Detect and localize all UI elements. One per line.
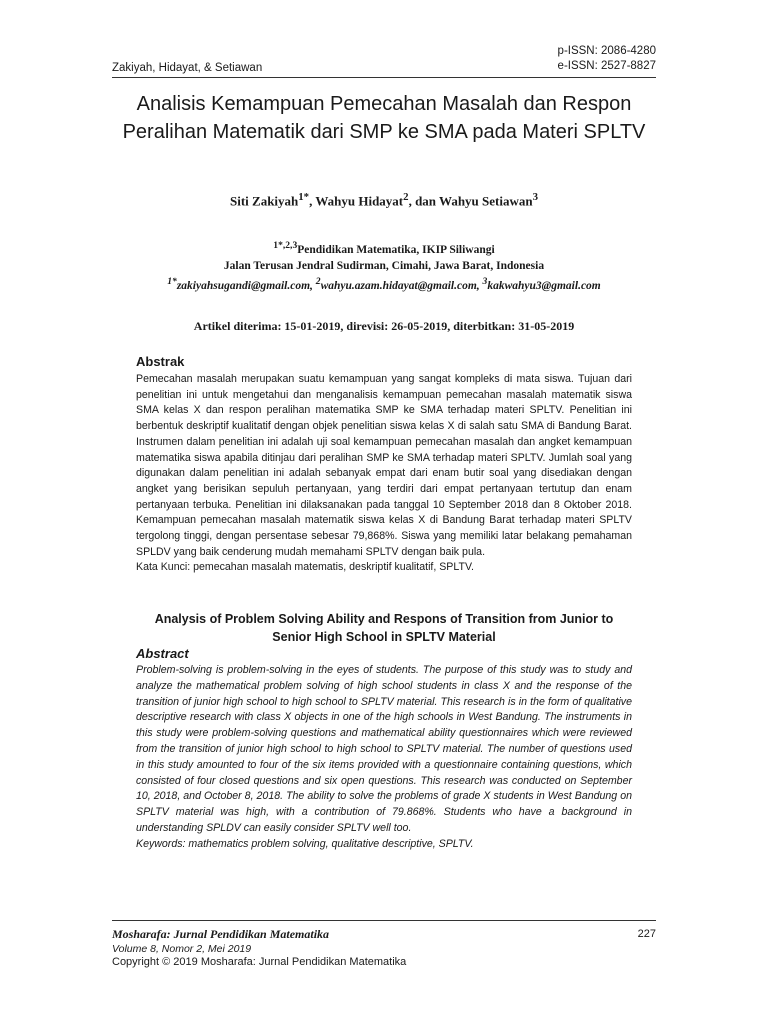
email-1[interactable]: zakiyahsugandi@gmail.com, — [176, 279, 316, 292]
header-authors: Zakiyah, Hidayat, & Setiawan — [112, 62, 263, 74]
author-3-sup: 3 — [532, 191, 539, 203]
email-1-sup: 1* — [167, 275, 177, 287]
english-title — [128, 610, 640, 646]
email-2-sup: 2 — [315, 275, 321, 287]
email-3[interactable]: kakwahyu3@gmail.com — [487, 279, 601, 292]
affiliation-block — [112, 238, 656, 294]
abstract-section — [136, 646, 632, 852]
footer-copyright: Copyright © 2019 Mosharafa: Jurnal Pendidikan Matematika — [112, 956, 407, 968]
email-3-sup: 3 — [482, 275, 488, 287]
abstract-keywords: Keywords: mathematics problem solving, qualitative descriptive, SPLTV. — [136, 837, 474, 850]
english-title-line-1: Analysis of Problem Solving Ability and Respons of Transition from Junior to — [154, 612, 614, 626]
abstrak-section — [136, 354, 632, 576]
issn-block — [558, 44, 656, 74]
page-footer — [112, 920, 656, 968]
article-dates: Artikel diterima: 15-01-2019, direvisi: 26-05-2019, diterbitkan: 31-05-2019 — [193, 319, 575, 333]
abstrak-keywords: Kata Kunci: pemecahan masalah matematis, deskriptif kualitatif, SPLTV. — [136, 561, 474, 574]
affiliation-address: Jalan Terusan Jendral Sudirman, Cimahi, Jawa Barat, Indonesia — [223, 259, 545, 272]
institution-name: Pendidikan Matematika, IKIP Siliwangi — [297, 243, 495, 256]
article-title — [112, 90, 656, 146]
page-number: 227 — [637, 928, 656, 940]
author-emails — [112, 274, 656, 294]
footer-volume: Volume 8, Nomor 2, Mei 2019 — [112, 943, 252, 955]
title-line-1: Analisis Kemampuan Pemecahan Masalah dan Respon — [136, 93, 632, 115]
english-title-line-2: Senior High School in SPLTV Material — [272, 630, 496, 644]
abstract-heading: Abstract — [136, 646, 189, 661]
e-issn: e-ISSN: 2527-8827 — [557, 60, 656, 72]
abstrak-text: Pemecahan masalah merupakan suatu kemampuan yang sangat kompleks di mata siswa. Tujuan dari penelitian ini untuk mengetahui dan menganalisis kemampuan pemecahan masalah matematik siswa SMA kelas X dan respon peralihan matematika SMP ke SMA terhadap materi SPLTV. Penelitian ini berbentuk deskriptif kualitatif dengan objek penelitian siswa kelas X di salah satu SMA di Bandung Barat. Instrumen dalam penelitian ini adalah uji soal kemampuan pemecahan masalah dan angket kemampuan matematika siswa apabila ditinjau dari peralihan SMP ke SMA terhadap materi SPLTV. Jumlah soal yang digunakan dalam penelitian ini adalah sebanyak empat dari enam butir soal yang disediakan dengan angket yang berisikan sepuluh pertanyaan, yang terdiri dari empat pertanyaan tertutup dan enam pertanyaan terbuka. Penelitian ini dilaksanakan pada tanggal 10 September 2018 dan 8 Oktober 2018. Kemampuan pemecahan masalah matematik siswa kelas X di Bandung Barat terhadap materi SPLTV tergolong tinggi, dengan persentase sebesar 79,868%. Siswa yang memiliki latar belakang pemahaman SPLDV yang baik cenderung mudah memahami SPLTV dengan baik pula. — [136, 373, 632, 558]
footer-journal-name: Mosharafa: Jurnal Pendidikan Matematika — [112, 927, 330, 941]
title-line-2: Peralihan Matematik dari SMP ke SMA pada Materi SPLTV — [122, 121, 646, 143]
footer-rule — [112, 920, 656, 921]
affiliation-sup: 1*,2,3 — [273, 240, 298, 251]
author-1-sup: 1* — [298, 191, 310, 203]
affiliation-institution — [112, 238, 656, 258]
running-header — [112, 44, 656, 78]
abstrak-heading: Abstrak — [136, 354, 185, 369]
email-2[interactable]: wahyu.azam.hidayat@gmail.com, — [320, 279, 483, 292]
abstract-text: Problem-solving is problem-solving in the eyes of students. The purpose of this study was to study and analyze the mathematical problem solving of high school students in class X and the response of the transition of junior high school to high school to SPLTV material. This research is in the form of qualitative descriptive research with class X objects in one of the high schools in West Bandung. The instruments in this study were problem-solving questions and mathematical ability questionnaires which were reviewed from the transition of junior high school to high school to SPLTV material. The number of questions used in this study amounted to four of the six items provided with a questionnaire containing questions, which consisted of four closed questions and six open questions. This research was conducted on September 10, 2018, and October 8, 2018. The ability to solve the problems of grade X students in West Bandung on SPLTV material was high, with a contribution of 79.868%. Students who have a background in understanding SPLDV can easily consider SPLTV well too. — [136, 664, 632, 834]
author-1: Siti Zakiyah — [229, 193, 299, 209]
author-2: , Wahyu Hidayat — [309, 193, 404, 209]
author-3: , dan Wahyu Setiawan — [408, 193, 533, 209]
header-rule — [112, 77, 656, 78]
author-list — [112, 191, 656, 209]
p-issn: p-ISSN: 2086-4280 — [557, 45, 656, 57]
author-2-sup: 2 — [403, 191, 409, 203]
